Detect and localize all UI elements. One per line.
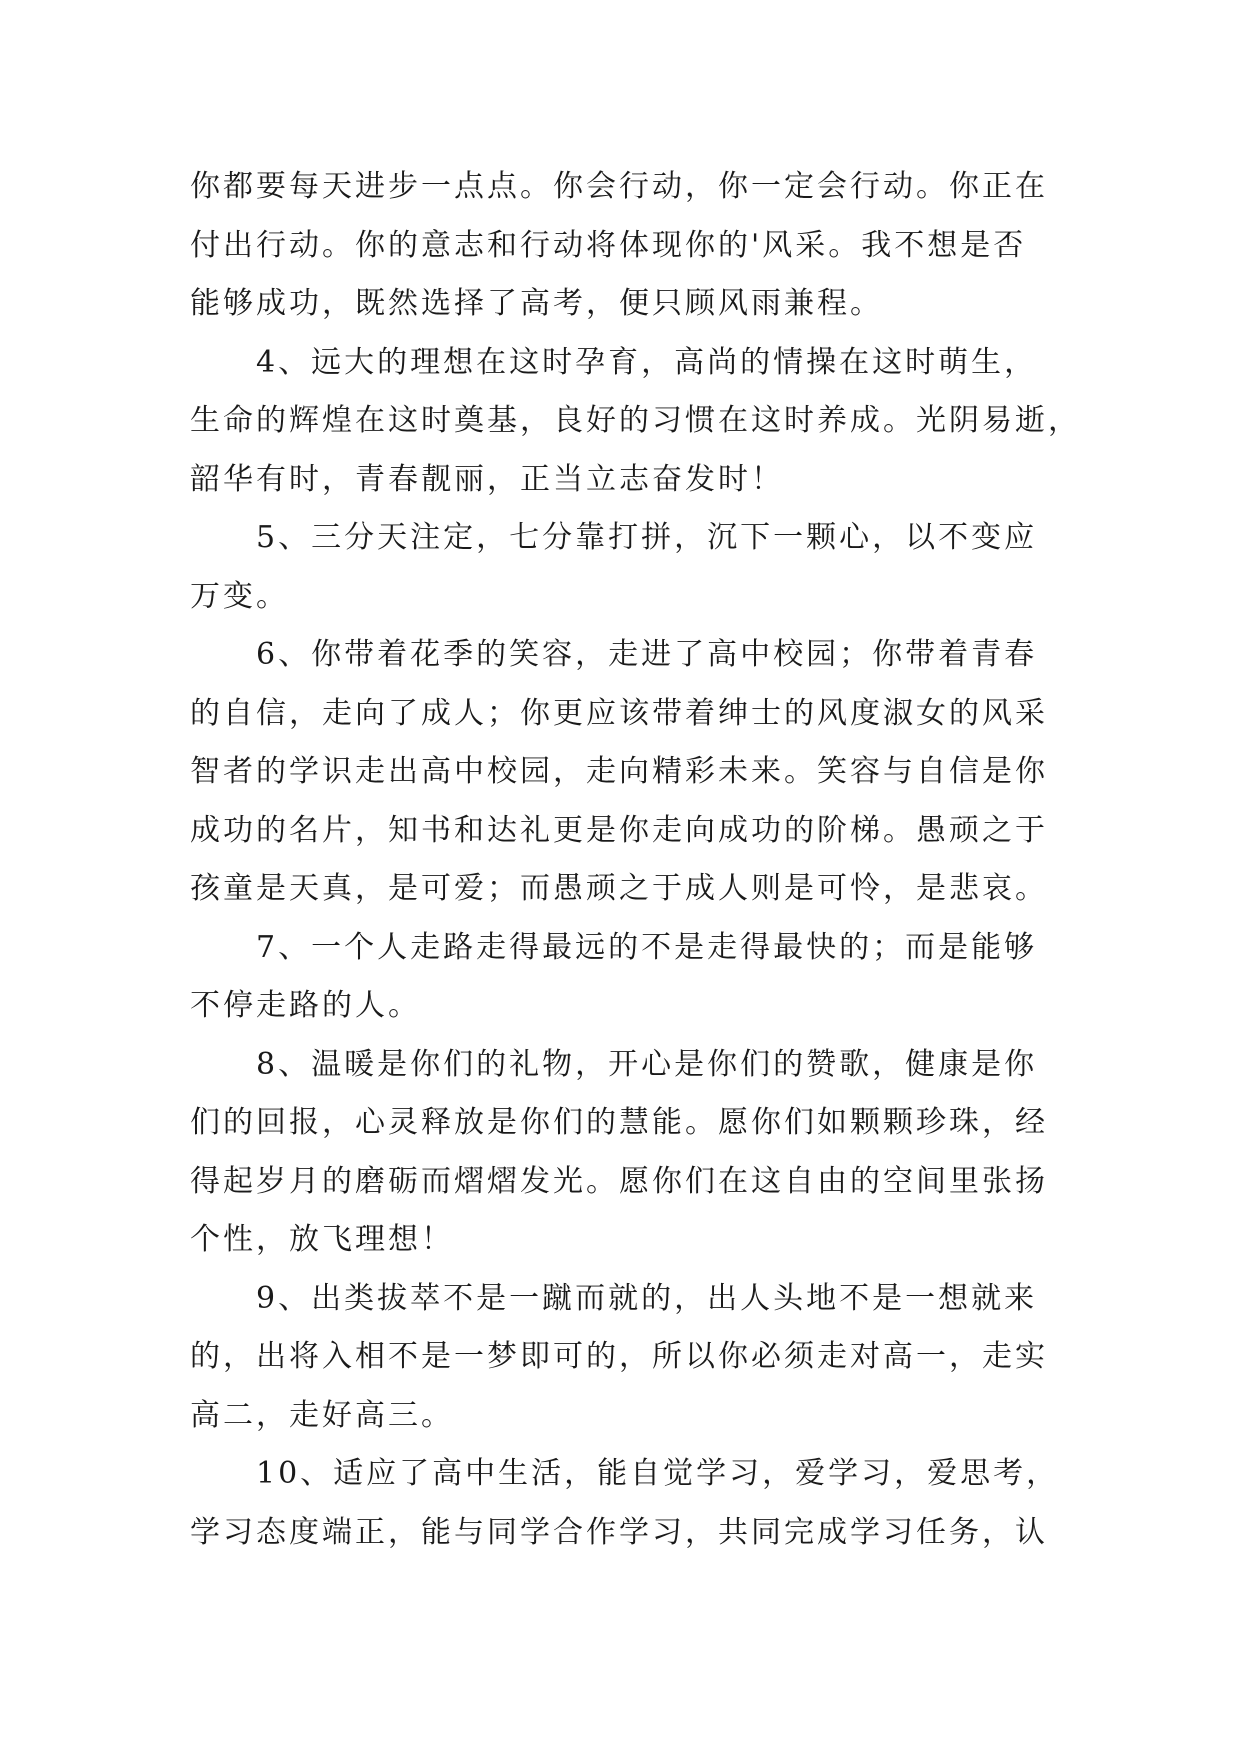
text-line: 得起岁月的磨砺而熠熠发光。愿你们在这自由的空间里张扬 <box>190 1163 1048 1199</box>
text-line: 生命的辉煌在这时奠基，良好的习惯在这时养成。光阴易逝， <box>190 403 1081 438</box>
text-line: 学习态度端正，能与同学合作学习，共同完成学习任务，认 <box>190 1514 1048 1550</box>
text-line: 10、适应了高中生活，能自觉学习，爱学习，爱思考， <box>190 1456 1060 1491</box>
text-line: 付出行动。你的意志和行动将体现你的'风采。我不想是否 <box>190 227 1027 263</box>
text-line: 9、出类拔萃不是一蹴而就的，出人头地不是一想就来 <box>190 1280 1038 1316</box>
text-line: 8、温暖是你们的礼物，开心是你们的赞歌，健康是你 <box>190 1046 1038 1082</box>
text-line: 不停走路的人。 <box>190 988 421 1023</box>
text-line: 个性，放飞理想！ <box>190 1222 454 1257</box>
text-line: 孩童是天真，是可爱；而愚顽之于成人则是可怜，是悲哀。 <box>190 871 1048 906</box>
text-line: 们的回报，心灵释放是你们的慧能。愿你们如颗颗珍珠，经 <box>190 1105 1048 1140</box>
text-line: 的自信，走向了成人；你更应该带着绅士的风度淑女的风采 <box>190 695 1048 731</box>
text-line: 万变。 <box>190 578 289 614</box>
text-line: 6、你带着花季的笑容，走进了高中校园；你带着青春 <box>190 637 1038 672</box>
text-line: 的，出将入相不是一梦即可的，所以你必须走对高一，走实 <box>190 1339 1048 1374</box>
text-line: 韶华有时，青春靓丽，正当立志奋发时！ <box>190 461 784 497</box>
document-body <box>190 158 1081 1562</box>
text-line: 成功的名片，知书和达礼更是你走向成功的阶梯。愚顽之于 <box>190 812 1048 848</box>
text-line: 4、远大的理想在这时孕育，高尚的情操在这时萌生， <box>190 344 1038 380</box>
text-line: 5、三分天注定，七分靠打拼，沉下一颗心，以不变应 <box>190 520 1038 555</box>
text-line: 能够成功，既然选择了高考，便只顾风雨兼程。 <box>190 286 883 321</box>
text-line: 智者的学识走出高中校园，走向精彩未来。笑容与自信是你 <box>190 754 1048 789</box>
text-line: 你都要每天进步一点点。你会行动，你一定会行动。你正在 <box>190 169 1048 204</box>
text-line: 7、一个人走路走得最远的不是走得最快的；而是能够 <box>190 929 1038 965</box>
text-line: 高二，走好高三。 <box>190 1397 454 1433</box>
